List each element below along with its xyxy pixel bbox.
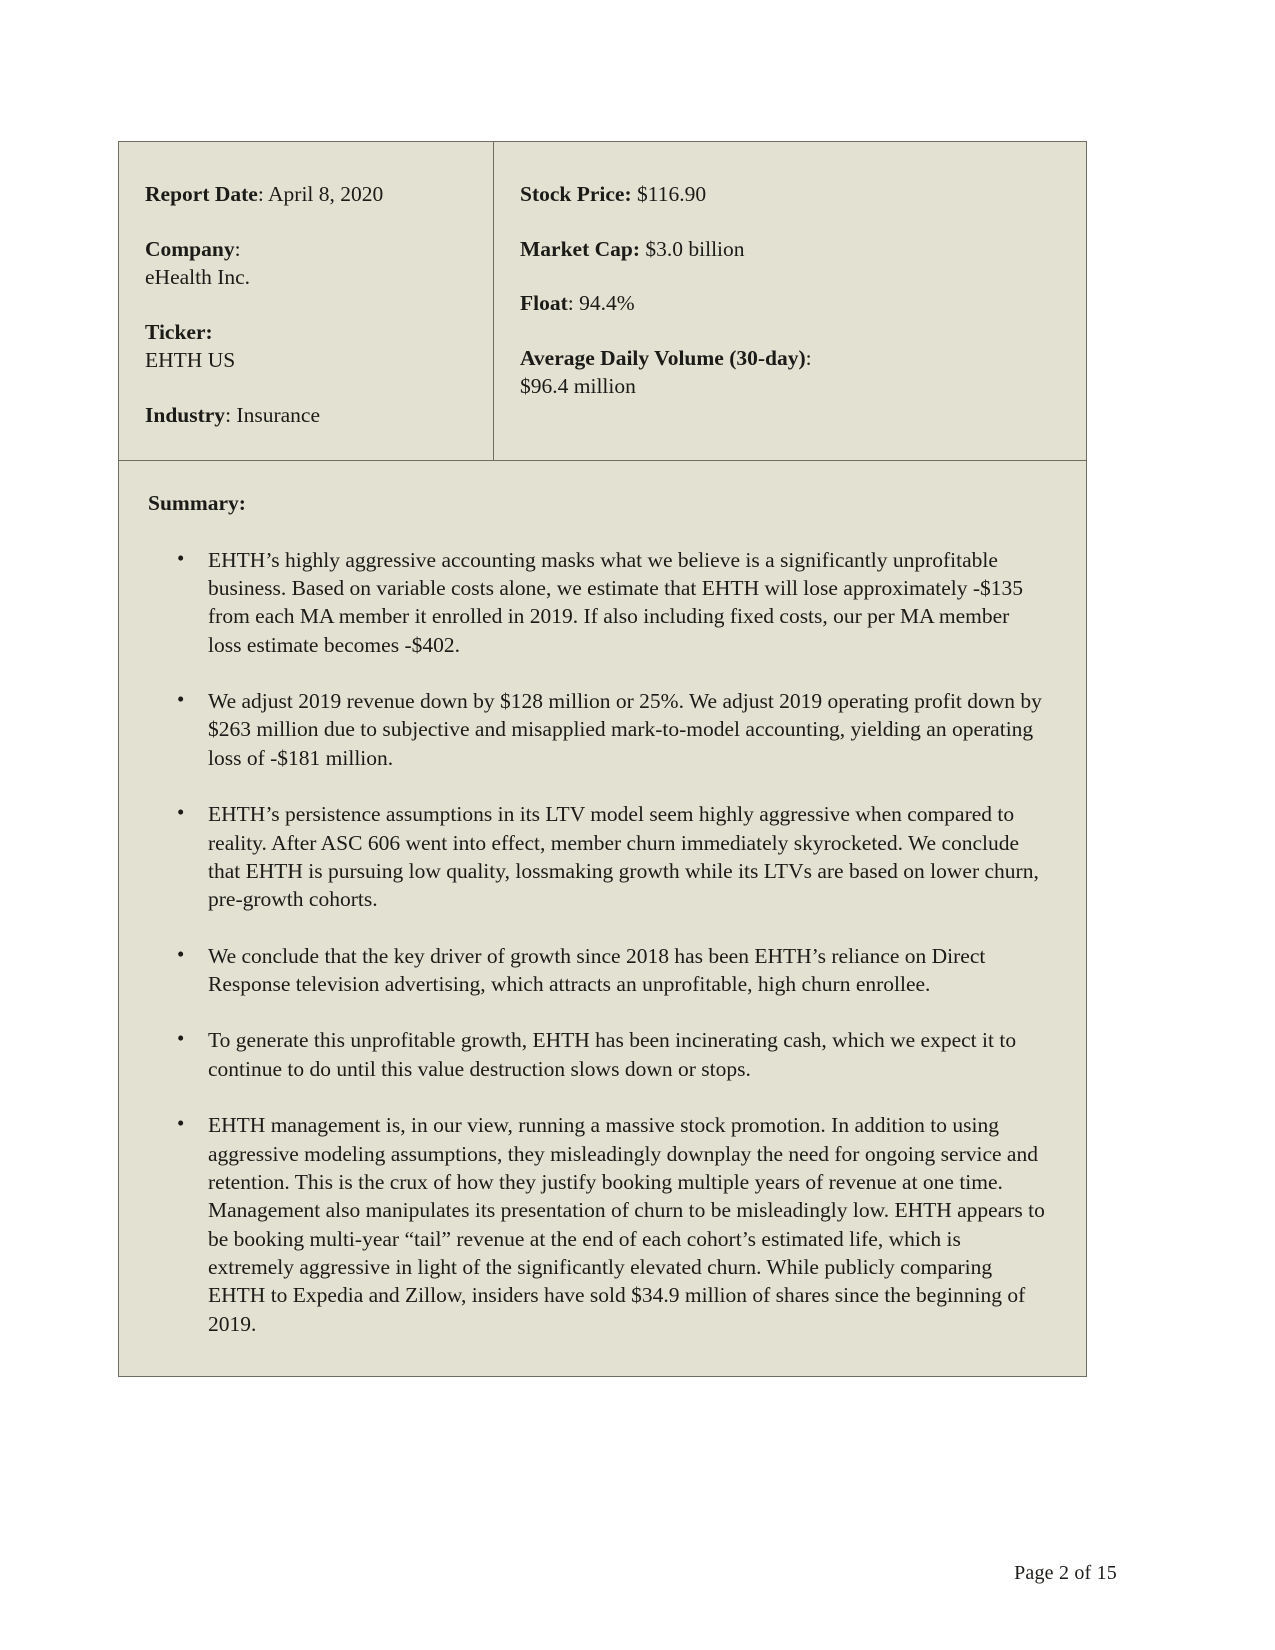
- field-value: Insurance: [236, 402, 320, 427]
- field-label: Market Cap:: [520, 236, 641, 261]
- summary-bullet-item: • We adjust 2019 revenue down by $128 million or 25%. We adjust 2019 operating profit down by $263 million due to subjective and misapplied mark-to-model accounting, yielding an operating loss of -$181 million.: [145, 687, 1060, 772]
- summary-bullet-item: • EHTH’s persistence assumptions in its LTV model seem highly aggressive when compared to reality. After ASC 606 went into effect, member churn immediately skyrocketed. We conclude that EHTH is pursuing low quality, lossmaking growth while its LTVs are based on lower churn, pre-growth cohorts.: [145, 800, 1060, 914]
- field-value: $116.90: [637, 182, 707, 206]
- field-market-cap: [520, 235, 1060, 264]
- info-row: [119, 142, 1087, 461]
- field-value: EHTH US: [145, 348, 236, 373]
- summary-heading: Summary:: [148, 490, 246, 515]
- field-separator: :: [234, 236, 241, 261]
- field-label: Float: [520, 291, 568, 316]
- field-separator: :: [567, 291, 580, 316]
- field-label: Ticker:: [145, 319, 213, 344]
- field-average-daily-volume: [520, 344, 1060, 401]
- field-report-date: [145, 180, 467, 209]
- market-stats-cell: [494, 142, 1087, 461]
- field-separator: :: [805, 345, 812, 370]
- summary-bullet-item: • EHTH’s highly aggressive accounting masks what we believe is a significantly unprofitable business. Based on variable costs alone, we estimate that EHTH will lose approximately -$135 from each MA member it enrolled in 2019. If also including fixed costs, our per MA member loss estimate becomes -$402.: [145, 546, 1060, 660]
- field-stock-price: [520, 180, 1060, 209]
- field-label: Average Daily Volume (30-day): [520, 345, 806, 370]
- field-ticker: [145, 318, 467, 375]
- summary-bullet-list: [145, 546, 1060, 1339]
- field-separator: :: [257, 182, 269, 206]
- field-value: $3.0 billion: [645, 236, 745, 261]
- field-value: eHealth Inc.: [145, 265, 251, 290]
- field-float: [520, 289, 1060, 318]
- field-label: Report Date: [145, 182, 258, 206]
- company-info-table: [118, 141, 1087, 1377]
- page-footer: Page 2 of 15: [1014, 1562, 1117, 1584]
- field-label: Industry: [145, 402, 226, 427]
- field-value: 94.4%: [579, 291, 635, 316]
- field-label: Company: [145, 236, 235, 261]
- summary-bullet-item: • EHTH management is, in our view, running a massive stock promotion. In addition to using aggressive modeling assumptions, they misleadingly downplay the need for ongoing service and retention. This is the crux of how they justify booking multiple years of revenue at one time. Management also manipulates its presentation of churn to be misleadingly low. EHTH appears to be booking multi-year “tail” revenue at the end of each cohort’s estimated life, which is extremely aggressive in light of the significantly elevated churn. While publicly comparing EHTH to Expedia and Zillow, insiders have sold $34.9 million of shares since the beginning of 2019.: [145, 1111, 1060, 1338]
- company-details-cell: [119, 142, 494, 461]
- summary-bullet-item: • We conclude that the key driver of growth since 2018 has been EHTH’s reliance on Direct Response television advertising, which attracts an unprofitable, high churn enrollee.: [145, 942, 1060, 999]
- field-value: $96.4 million: [520, 374, 636, 399]
- summary-row: [119, 460, 1087, 1377]
- summary-bullet-item: • To generate this unprofitable growth, EHTH has been incinerating cash, which we expect it to continue to do until this value destruction slows down or stops.: [145, 1026, 1060, 1083]
- field-company: [145, 235, 467, 292]
- field-label: Stock Price:: [520, 182, 632, 206]
- summary-cell: [119, 460, 1087, 1377]
- field-separator: :: [225, 402, 237, 427]
- field-industry: [145, 401, 467, 430]
- field-value: April 8, 2020: [268, 182, 384, 206]
